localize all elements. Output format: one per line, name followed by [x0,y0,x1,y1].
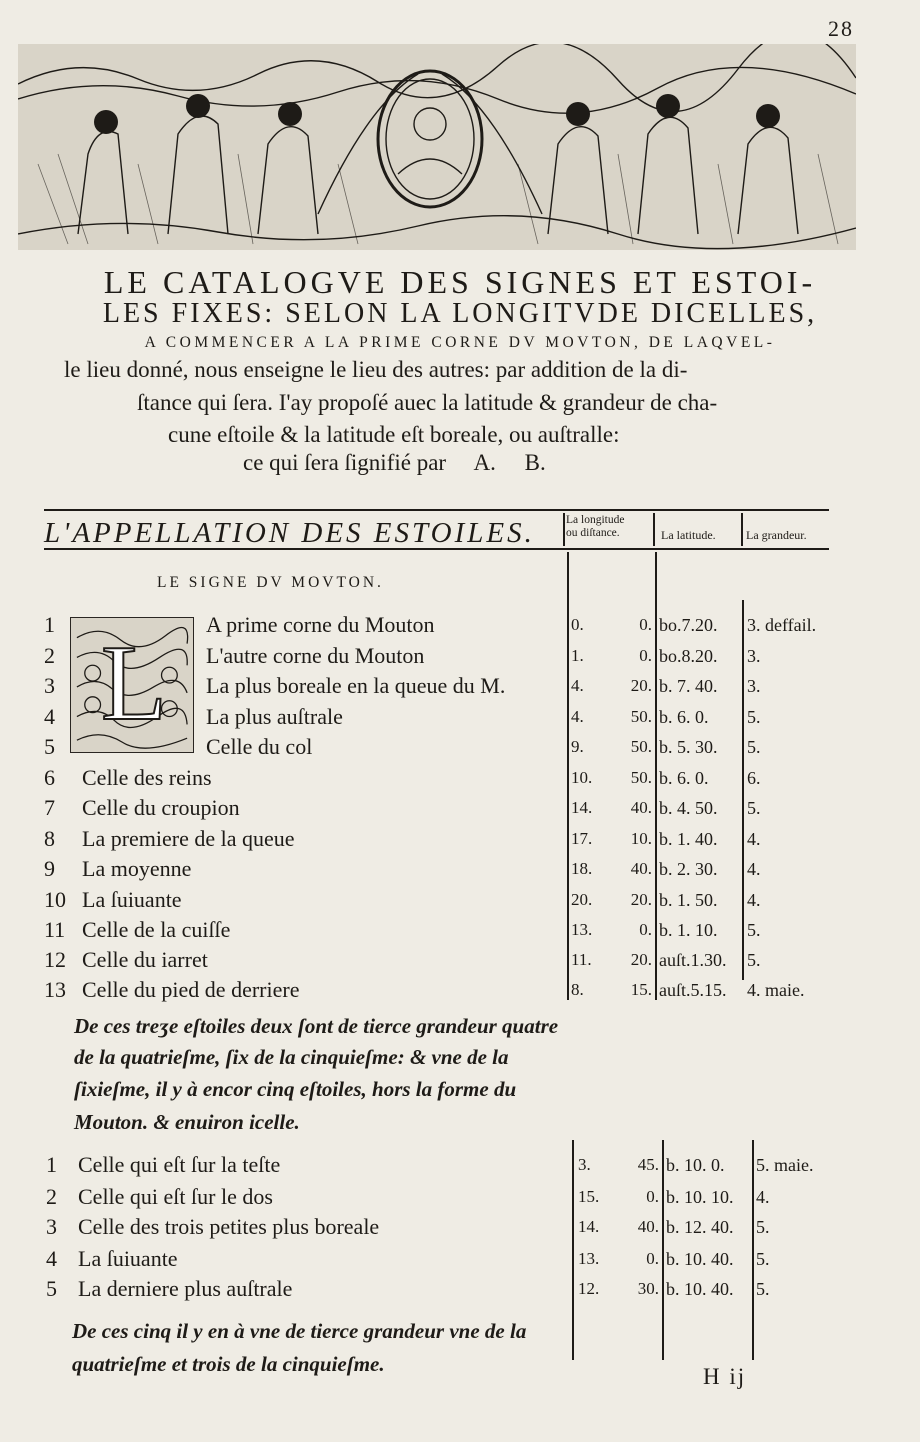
column-rule [741,513,743,546]
longitude-degrees: 17. [571,829,593,848]
longitude-minutes: 20. [630,950,652,969]
star-longitude [567,917,656,945]
woodcut-banner [18,44,856,250]
star-magnitude: 3. [747,646,761,666]
extra-star-longitude [574,1246,663,1274]
longitude-degrees: 10. [571,768,593,787]
star-magnitude: 3. deffail. [747,615,817,635]
summary-line: De ces treʒe eſtoiles deux ſont de tierce grandeur quatre [74,1014,559,1038]
extra-star-name: Celle qui eſt ſur la teſte [78,1152,281,1177]
star-name: La premiere de la queue [82,826,295,851]
star-latitude: b. 6. 0. [659,768,709,788]
extra-star-latitude: b. 10. 40. [666,1249,734,1269]
star-latitude: b. 5. 30. [659,737,718,757]
star-latitude: b. 2. 30. [659,859,718,879]
star-number: 5 [44,734,55,759]
star-magnitude: 5. [747,798,761,818]
header-rule-top [44,509,829,511]
star-name: L'autre corne du Mouton [206,643,425,668]
star-name: Celle du croupion [82,795,240,820]
star-magnitude: 4. [747,859,761,879]
intro-line: ce qui ſera ſignifié par A. B. [243,450,546,475]
title-line-3: A COMMENCER A LA PRIME CORNE DV MOVTON, DE LAQVEL- [144,334,776,351]
signature-mark: H ij [703,1364,747,1389]
star-longitude [567,947,656,975]
star-magnitude: 5. [747,737,761,757]
star-magnitude: 5. [747,707,761,727]
longitude-degrees: 4. [571,707,584,726]
longitude-minutes: 50. [630,737,652,756]
star-magnitude: 3. [747,676,761,696]
extra-star-longitude [574,1184,663,1212]
star-number: 13 [44,977,66,1002]
star-latitude: b. 1. 40. [659,829,718,849]
extra-star-name: La derniere plus auſtrale [78,1276,293,1301]
longitude-minutes: 20. [630,890,652,909]
star-magnitude: 6. [747,768,761,788]
extra-star-longitude [574,1214,663,1242]
star-magnitude: 4. maie. [747,980,805,1000]
longitude-header-1: La longitude [566,514,625,526]
longitude-minutes: 40. [630,798,652,817]
longitude-minutes: 30. [637,1279,659,1298]
star-latitude: b. 4. 50. [659,798,718,818]
title-line-1: LE CATALOGVE DES SIGNES ET ESTOI- [103,264,817,300]
star-latitude: auſt.5.15. [659,980,727,1000]
longitude-degrees: 1. [571,646,584,665]
longitude-degrees: 13. [578,1249,600,1268]
star-magnitude: 5. [747,950,761,970]
decorated-initial [70,617,194,753]
star-number: 3 [44,673,55,698]
star-number: 7 [44,795,55,820]
longitude-degrees: 12. [578,1279,600,1298]
star-name: Celle du pied de derriere [82,977,300,1002]
star-number: 2 [44,643,55,668]
extra-star-magnitude: 5. [756,1249,770,1269]
star-longitude [567,795,656,823]
star-magnitude: 4. [747,890,761,910]
longitude-minutes: 20. [630,676,652,695]
star-number: 11 [44,917,66,942]
star-longitude [567,612,656,640]
star-number: 1 [44,612,55,637]
longitude-degrees: 20. [571,890,593,909]
extra-star-number: 3 [46,1214,57,1239]
star-name: La moyenne [82,856,192,881]
latitude-header: La latitude. [661,528,716,542]
star-latitude: bo.8.20. [659,646,718,666]
longitude-minutes: 40. [637,1217,659,1236]
extra-star-name: La ſuiuante [78,1246,178,1271]
star-longitude [567,643,656,671]
longitude-minutes: 50. [630,768,652,787]
extra-star-number: 2 [46,1184,57,1209]
extra-star-number: 4 [46,1246,57,1271]
star-latitude: b. 1. 50. [659,890,718,910]
star-number: 8 [44,826,55,851]
column-rule [653,513,655,546]
longitude-minutes: 0. [639,920,652,939]
longitude-minutes: 10. [630,829,652,848]
closing-line: De ces cinq il y en à vne de tierce grandeur vne de la [72,1319,527,1343]
star-number: 9 [44,856,55,881]
longitude-degrees: 11. [571,950,592,969]
initial-letter: L [101,624,167,743]
longitude-degrees: 14. [571,798,593,817]
star-latitude: bo.7.20. [659,615,718,635]
longitude-header-2: ou diſtance. [566,527,620,539]
star-latitude: auſt.1.30. [659,950,727,970]
star-longitude [567,765,656,793]
star-number: 6 [44,765,55,790]
star-latitude: b. 1. 10. [659,920,718,940]
extra-star-latitude: b. 12. 40. [666,1217,734,1237]
extra-star-number: 1 [46,1152,57,1177]
extra-star-longitude [574,1152,663,1180]
longitude-minutes: 15. [630,980,652,999]
longitude-degrees: 3. [578,1155,591,1174]
magnitude-header: La grandeur. [746,528,807,542]
extra-star-name: Celle qui eſt ſur le dos [78,1184,273,1209]
column-rule-magnitude-lower [752,1140,754,1360]
extra-star-magnitude: 5. maie. [756,1155,814,1175]
star-longitude [567,704,656,732]
extra-star-magnitude: 5. [756,1279,770,1299]
star-longitude [567,977,656,1005]
summary-line: Mouton. & enuiron icelle. [74,1110,300,1134]
star-longitude [567,826,656,854]
title-line-2: LES FIXES: SELON LA LONGITVDE DICELLES, [102,298,818,329]
star-magnitude: 5. [747,920,761,940]
longitude-minutes: 0. [639,615,652,634]
extra-star-latitude: b. 10. 0. [666,1155,725,1175]
column-rule [563,513,565,546]
intro-line: cune eſtoile & la latitude eſt boreale, ou auſtralle: [168,422,620,447]
intro-line: le lieu donné, nous enseigne le lieu des autres: par addition de la di- [64,357,688,382]
star-name: Celle des reins [82,765,212,790]
star-longitude [567,673,656,701]
summary-line: ſixieſme, il y à encor cinq eſtoiles, hors la forme du [74,1077,517,1101]
star-name: La plus auſtrale [206,704,343,729]
longitude-minutes: 0. [646,1249,659,1268]
extra-star-magnitude: 4. [756,1187,770,1207]
longitude-minutes: 0. [639,646,652,665]
star-longitude [567,734,656,762]
summary-line: de la quatrieſme, ſix de la cinquieſme: & vne de la [74,1045,509,1069]
extra-star-latitude: b. 10. 10. [666,1187,734,1207]
longitude-degrees: 9. [571,737,584,756]
longitude-degrees: 4. [571,676,584,695]
folio-number: 28 [828,16,854,41]
longitude-degrees: 15. [578,1187,600,1206]
star-name: La plus boreale en la queue du M. [206,673,506,698]
extra-star-latitude: b. 10. 40. [666,1279,734,1299]
star-name: Celle du col [206,734,313,759]
sign-heading: LE SIGNE DV MOVTON. [157,574,384,591]
star-latitude: b. 6. 0. [659,707,709,727]
intro-line: ſtance qui ſera. I'ay propoſé auec la latitude & grandeur de cha- [137,390,718,415]
extra-star-name: Celle des trois petites plus boreale [78,1214,380,1239]
longitude-degrees: 0. [571,615,584,634]
star-name: Celle du iarret [82,947,208,972]
star-name: La ſuiuante [82,887,182,912]
star-number: 10 [44,887,66,912]
longitude-degrees: 18. [571,859,593,878]
star-latitude: b. 7. 40. [659,676,718,696]
longitude-degrees: 8. [571,980,584,999]
star-longitude [567,887,656,915]
star-name: A prime corne du Mouton [206,612,435,637]
column-rule-magnitude [742,600,744,980]
extra-star-number: 5 [46,1276,57,1301]
longitude-minutes: 40. [630,859,652,878]
star-number: 12 [44,947,66,972]
extra-star-longitude [574,1276,663,1304]
star-number: 4 [44,704,55,729]
longitude-degrees: 13. [571,920,593,939]
star-longitude [567,856,656,884]
longitude-minutes: 0. [646,1187,659,1206]
longitude-minutes: 45. [637,1155,659,1174]
longitude-minutes: 50. [630,707,652,726]
star-name: Celle de la cuiſſe [82,917,231,942]
closing-line: quatrieſme et trois de la cinquieſme. [72,1352,385,1376]
names-column-header: L'APPELLATION DES ESTOILES. [44,517,535,549]
extra-star-magnitude: 5. [756,1217,770,1237]
star-magnitude: 4. [747,829,761,849]
longitude-degrees: 14. [578,1217,600,1236]
